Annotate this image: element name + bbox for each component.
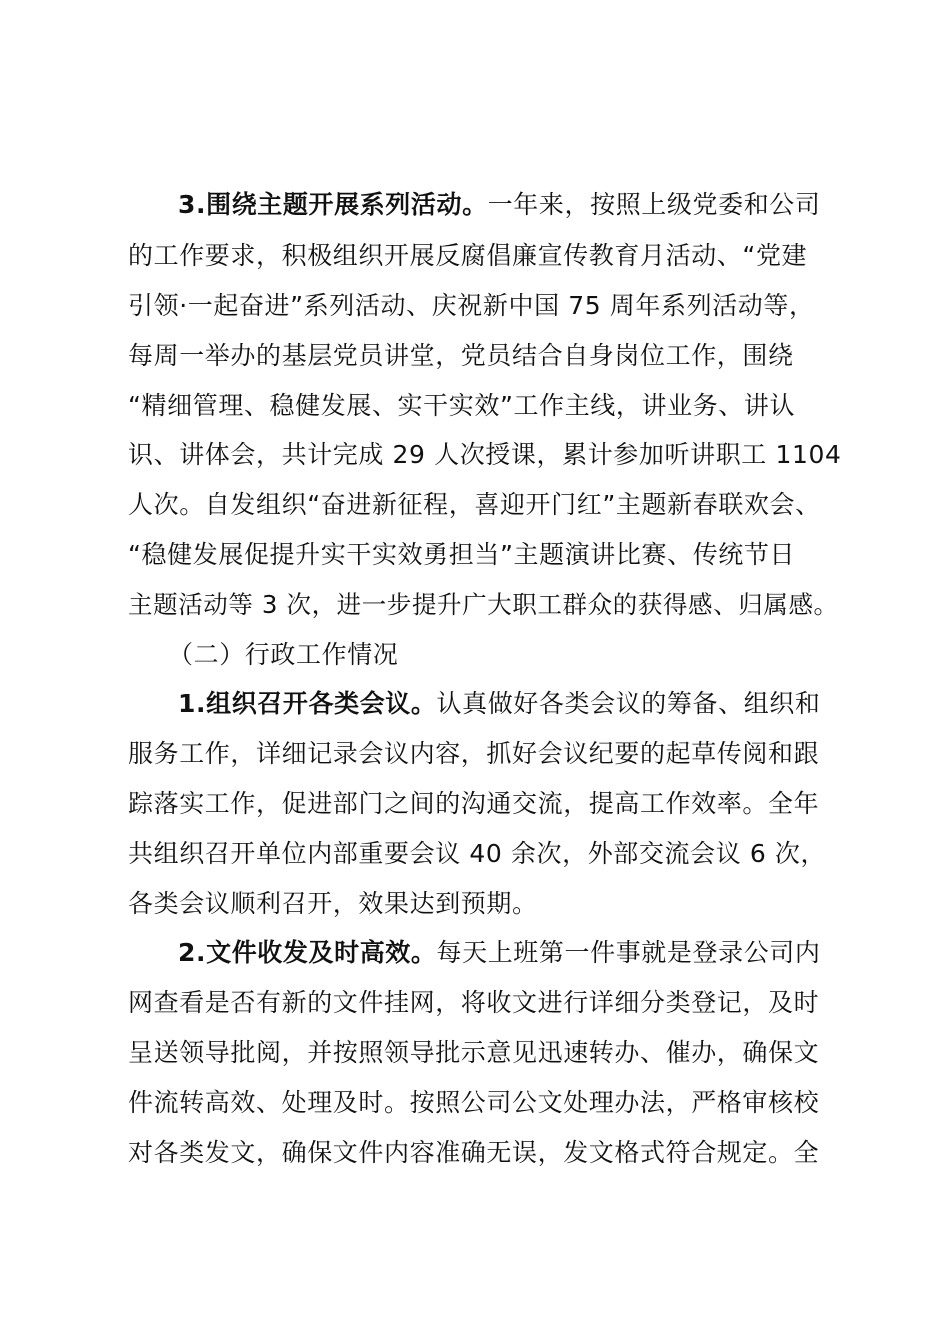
text-line: 各类会议顺利召开，效果达到预期。	[128, 889, 538, 918]
text-line: 识、讲体会，共计完成 29 人次授课，累计参加听讲职工 1104	[128, 440, 842, 469]
text-line: 引领·一起奋进”系列活动、庆祝新中国 75 周年系列活动等，	[128, 291, 815, 320]
text-line: 共组织召开单位内部重要会议 40 余次，外部交流会议 6 次，	[128, 839, 827, 868]
text-line: 服务工作，详细记录会议内容，抓好会议纪要的起草传阅和跟	[128, 739, 820, 768]
text-line: 件流转高效、处理及时。按照公司公文处理办法，严格审核校	[128, 1088, 820, 1117]
text-line: “精细管理、稳健发展、实干实效”工作主线，讲业务、讲认	[128, 391, 796, 420]
text-line: 主题活动等 3 次，进一步提升广大职工群众的获得感、归属感。	[128, 590, 839, 619]
text-line: 踪落实工作，促进部门之间的沟通交流，提高工作效率。全年	[128, 789, 820, 818]
text-line: 对各类发文，确保文件内容准确无误，发文格式符合规定。全	[128, 1138, 820, 1167]
text-line: 呈送领导批阅，并按照领导批示意见迅速转办、催办，确保文	[128, 1038, 820, 1067]
paragraph-2-line-1	[178, 937, 821, 969]
text-line: 网查看是否有新的文件挂网，将收文进行详细分类登记，及时	[128, 988, 820, 1017]
paragraph-1-line-1	[178, 688, 821, 720]
text-line: 人次。自发组织“奋进新征程，喜迎开门红”主题新春联欢会、	[128, 490, 821, 519]
text-line: 每周一举办的基层党员讲堂，党员结合自身岗位工作，围绕	[128, 341, 794, 370]
section-heading: （二）行政工作情况	[168, 640, 399, 669]
text-line: 的工作要求，积极组织开展反腐倡廉宣传教育月活动、“党建	[128, 241, 808, 270]
paragraph-2-text: 每天上班第一件事就是登录公司内	[436, 938, 821, 967]
text-line: “稳健发展促提升实干实效勇担当”主题演讲比赛、传统节日	[128, 540, 796, 569]
paragraph-3-text: 一年来，按照上级党委和公司	[487, 190, 821, 219]
paragraph-3-line-1	[178, 189, 821, 221]
paragraph-3-heading: 3.围绕主题开展系列活动。	[178, 190, 488, 219]
paragraph-1-heading: 1.组织召开各类会议。	[178, 689, 437, 718]
paragraph-1-text: 认真做好各类会议的筹备、组织和	[436, 689, 821, 718]
paragraph-2-heading: 2.文件收发及时高效。	[178, 938, 437, 967]
